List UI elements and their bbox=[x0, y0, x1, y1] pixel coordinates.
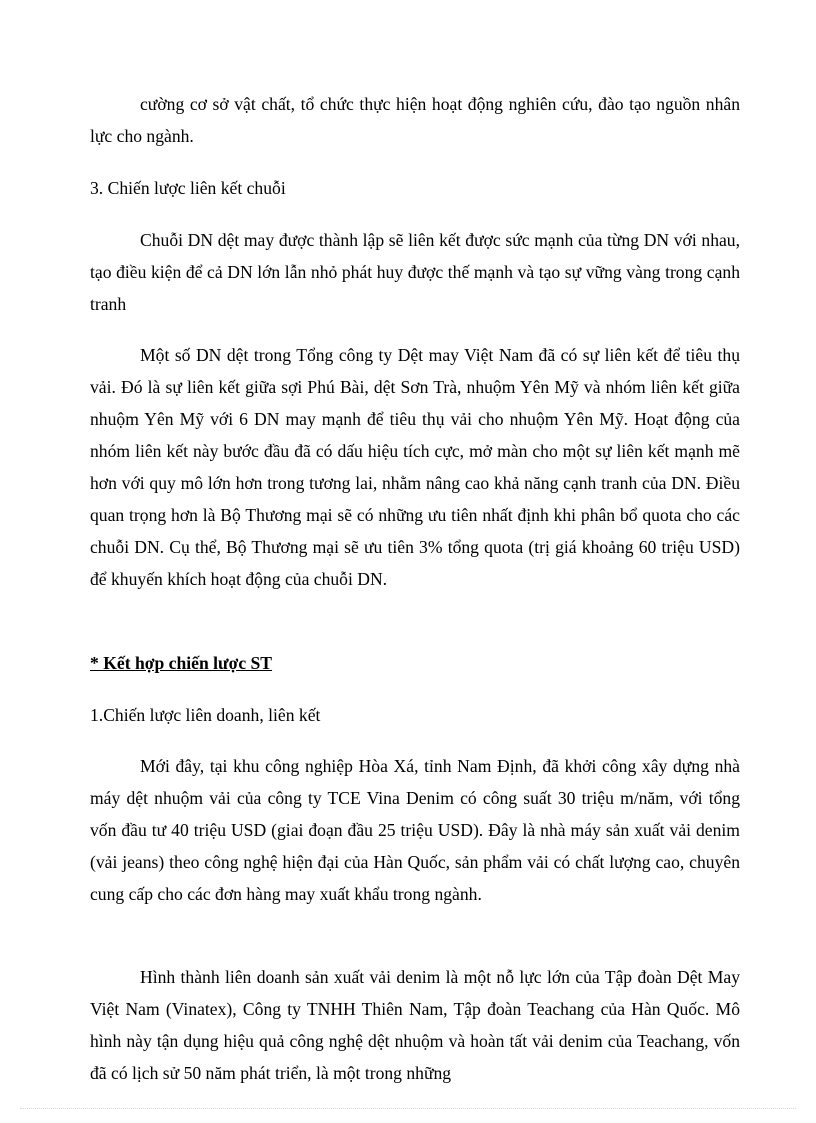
subheading-joint-venture bbox=[90, 699, 740, 731]
paragraph-joint-venture bbox=[90, 961, 740, 1089]
paragraph-text: Hình thành liên doanh sản xuất vải denim là một nỗ lực lớn của Tập đoàn Dệt May Việt Nam (Vinatex), Công ty TNHH Thiên Nam, Tập đoàn Teachang của Hàn Quốc. Mô hình này tận dụng hiệu quả công nghệ dệt nhuộm và hoàn tất vải denim của Teachang, vốn đã có lịch sử 50 năm phát triển, là một trong những bbox=[90, 967, 740, 1083]
paragraph-chain-example bbox=[90, 339, 740, 595]
heading-text: 1.Chiến lược liên doanh, liên kết bbox=[90, 705, 321, 725]
heading-text: * Kết hợp chiến lược ST bbox=[90, 653, 273, 673]
heading-text: 3. Chiến lược liên kết chuỗi bbox=[90, 178, 286, 198]
paragraph-chain-intro bbox=[90, 224, 740, 320]
paragraph-denim-factory bbox=[90, 750, 740, 910]
paragraph-text: cường cơ sở vật chất, tổ chức thực hiện hoạt động nghiên cứu, đào tạo nguồn nhân lực cho ngành. bbox=[90, 94, 740, 146]
paragraph-text: Mới đây, tại khu công nghiệp Hòa Xá, tỉnh Nam Định, đã khởi công xây dựng nhà máy dệt nhuộm vải của công ty TCE Vina Denim có công suất 30 triệu m/năm, với tổng vốn đầu tư 40 triệu USD (giai đoạn đầu 25 triệu USD). Đây là nhà máy sản xuất vải denim (vải jeans) theo công nghệ hiện đại của Hàn Quốc, sản phẩm vải có chất lượng cao, chuyên cung cấp cho các đơn hàng may xuất khẩu trong ngành. bbox=[90, 756, 740, 904]
section-heading-chain-strategy bbox=[90, 172, 740, 204]
paragraph-continued bbox=[90, 88, 740, 152]
paragraph-text: Một số DN dệt trong Tổng công ty Dệt may Việt Nam đã có sự liên kết để tiêu thụ vải. Đó là sự liên kết giữa sợi Phú Bài, dệt Sơn Trà, nhuộm Yên Mỹ và nhóm liên kết giữa nhuộm Yên Mỹ với 6 DN may mạnh để tiêu thụ vải cho nhuộm Yên Mỹ. Hoạt động của nhóm liên kết này bước đầu đã có dấu hiệu tích cực, mở màn cho một sự liên kết mạnh mẽ hơn với quy mô lớn hơn trong tương lai, nhằm nâng cao khả năng cạnh tranh của DN. Điều quan trọng hơn là Bộ Thương mại sẽ có những ưu tiên nhất định khi phân bổ quota cho các chuỗi DN. Cụ thể, Bộ Thương mại sẽ ưu tiên 3% tổng quota (trị giá khoảng 60 triệu USD) để khuyến khích hoạt động của chuỗi DN. bbox=[90, 345, 740, 589]
paragraph-text: Chuỗi DN dệt may được thành lập sẽ liên kết được sức mạnh của từng DN với nhau, tạo điều kiện để cả DN lớn lẫn nhỏ phát huy được thế mạnh và tạo sự vững vàng trong cạnh tranh bbox=[90, 230, 740, 314]
section-heading-st-strategy bbox=[90, 647, 740, 679]
page-bottom-border bbox=[20, 1108, 796, 1109]
